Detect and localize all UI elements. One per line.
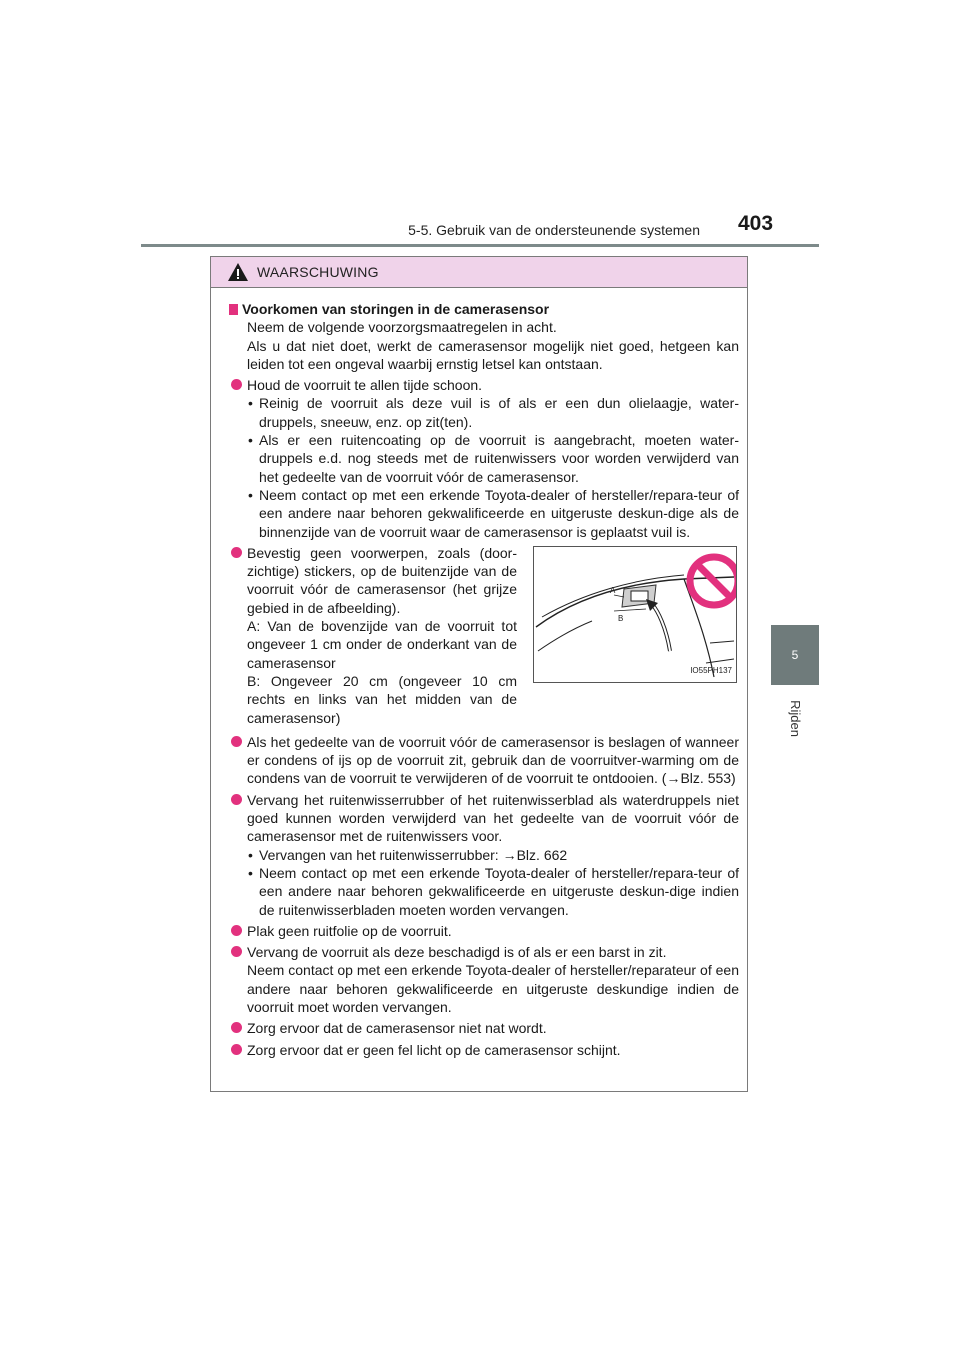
square-bullet-icon xyxy=(229,304,238,315)
running-header-section: 5-5. Gebruik van de ondersteunende systemen xyxy=(408,222,700,238)
sub-item: • Reinig de voorruit als deze vuil is of als er een dun olielaagje, water-druppels, sneeuw, enz. op zit(ten). xyxy=(248,395,739,430)
figure-code: IO55PH137 xyxy=(690,665,732,675)
intro-line-1: Neem de volgende voorzorgsmaatregelen in acht. xyxy=(247,319,557,336)
header-divider xyxy=(141,244,819,247)
sub-item: • Neem contact op met een erkende Toyota-dealer of hersteller/repara-teur of een andere naar behoren gekwalificeerde en uitgeruste deskun-dige indien de ruitenwisserbladen moeten worden vervangen. xyxy=(248,864,739,918)
sub-item: • Als er een ruitencoating op de voorruit is aangebracht, moeten water-druppels e.d. nog steeds met de ruitenwissers voor worden verwijderd van het gedeelte van de voorruit vóór de camerasensor. xyxy=(248,432,739,485)
bullet-dot-icon xyxy=(231,946,242,957)
windshield-figure xyxy=(533,546,737,683)
warning-box xyxy=(210,256,748,1092)
page-number: 403 xyxy=(738,212,774,235)
warning-triangle-icon xyxy=(227,262,249,282)
bullet-item: Vervang het ruitenwisserrubber of het ruitenwisserblad als waterdruppels niet goed kunnen worden verwijderd van het gedeelte van de voorruit vóór de camerasensor met de ruitenwissers voor. xyxy=(229,791,739,846)
chapter-tab[interactable] xyxy=(771,625,819,685)
chapter-number: 5 xyxy=(791,648,799,662)
warning-header xyxy=(211,257,747,288)
chapter-label xyxy=(771,690,819,746)
bullet-dot-icon xyxy=(231,1044,242,1055)
bullet-item: Als het gedeelte van de voorruit vóór de camerasensor is beslagen of wanneer er condens of ijs op de voorruit zit, gebruik dan de voorruitver-warming om de condens van de voorruit te verwijderen of de voorruit te ontdooien. (→Blz. 553) xyxy=(229,733,739,788)
bullet-item: Zorg ervoor dat er geen fel licht op de camerasensor schijnt. xyxy=(229,1041,739,1059)
warning-heading: WAARSCHUWING xyxy=(257,264,379,280)
bullet-dot-icon xyxy=(231,1022,242,1033)
figure-row xyxy=(229,544,739,727)
bullet-item: Plak geen ruitfolie op de voorruit. xyxy=(229,922,739,940)
bullet-item: Bevestig geen voorwerpen, zoals (door-zichtige) stickers, op de buitenzijde van de voorruit vóór de camerasensor (het grijze gebied in de afbeelding). xyxy=(229,544,517,617)
intro-line-2: Als u dat niet doet, werkt de camerasensor mogelijk niet goed, hetgeen kan leiden tot een ongeval waarbij ernstig letsel kan ontstaan. xyxy=(247,337,739,372)
figure-label-b: B xyxy=(618,613,624,623)
bullet-dot-icon xyxy=(231,379,242,390)
bullet-dot-icon xyxy=(231,794,242,805)
note-a: A: Van de bovenzijde van de voorruit tot ongeveer 1 cm onder de onderkant van de camerasensor xyxy=(247,618,517,671)
bullet-dot-icon xyxy=(231,736,242,747)
figure-label-a: A xyxy=(610,585,616,595)
warning-content xyxy=(211,288,747,1059)
section-title: Voorkomen van storingen in de camerasensor xyxy=(229,300,739,318)
bullet-dot-icon xyxy=(231,925,242,936)
sub-item: • Vervangen van het ruitenwisserrubber: →Blz. 662 xyxy=(248,846,568,863)
bullet-dot-icon xyxy=(231,547,242,558)
bullet-continuation: Neem contact op met een erkende Toyota-dealer of hersteller/reparateur of een andere naar behoren gekwalificeerde en uitgeruste deskundige indien de voorruit moet worden vervangen. xyxy=(247,962,739,1015)
bullet-item: Vervang de voorruit als deze beschadigd is of als er een barst in zit. xyxy=(229,943,739,961)
sub-item: • Neem contact op met een erkende Toyota-dealer of hersteller/repara-teur of een andere naar behoren gekwalificeerde en uitgeruste deskun-dige als de binnenzijde van de voorruit waar de camerasensor is geplaatst vuil is. xyxy=(248,486,739,540)
bullet-item: Houd de voorruit te allen tijde schoon. xyxy=(229,376,739,394)
chapter-label-text: Rijden xyxy=(787,699,803,737)
bullet-item: Zorg ervoor dat de camerasensor niet nat wordt. xyxy=(229,1019,739,1037)
note-b: B: Ongeveer 20 cm (ongeveer 10 cm rechts en links van het midden van de camerasensor) xyxy=(247,672,517,726)
